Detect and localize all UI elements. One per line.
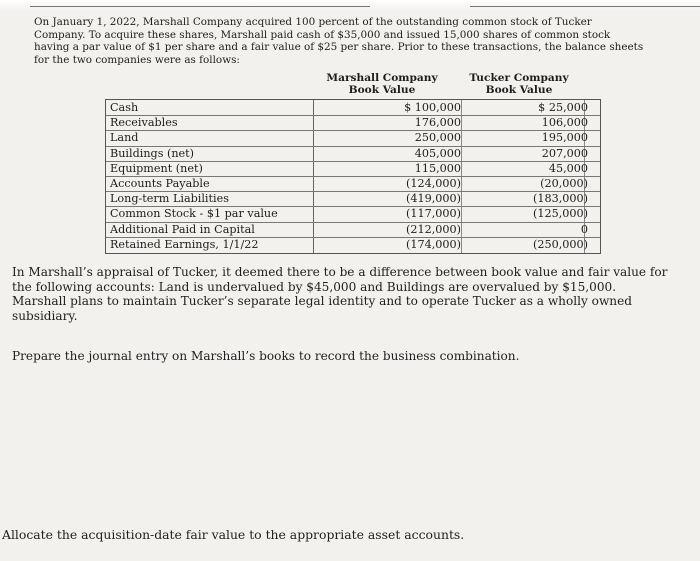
account-label: Retained Earnings, 1/1/22 — [110, 237, 259, 251]
tucker-value: 195,000 — [541, 131, 588, 145]
account-label: Equipment (net) — [110, 161, 203, 175]
tucker-value: (20,000) — [540, 177, 588, 190]
marshall-value: (124,000) — [406, 177, 461, 190]
table-row — [106, 206, 600, 221]
tucker-company-heading: Tucker Company — [469, 72, 569, 84]
marshall-value: 250,000 — [414, 131, 461, 145]
table-row — [106, 237, 600, 252]
account-label: Buildings (net) — [110, 146, 195, 160]
tucker-value: (125,000) — [533, 207, 588, 221]
table-row — [106, 130, 600, 145]
account-label: Receivables — [110, 116, 178, 130]
tucker-value: (183,000) — [533, 192, 588, 206]
account-label: Cash — [110, 101, 139, 114]
account-label: Land — [110, 131, 139, 145]
top-rule-left — [30, 6, 370, 7]
marshall-value: (117,000) — [406, 207, 461, 221]
marshall-value: 115,000 — [414, 161, 461, 175]
account-label: Additional Paid in Capital — [110, 222, 255, 236]
marshall-company-heading: Marshall Company — [326, 72, 438, 84]
account-label: Common Stock - $1 par value — [110, 207, 278, 221]
table-row — [106, 146, 600, 161]
account-label: Accounts Payable — [110, 177, 210, 190]
instruction-allocate: Allocate the acquisition-date fair value to the appropriate asset accounts. — [2, 527, 465, 542]
table-row — [106, 176, 600, 191]
tucker-column-header — [455, 72, 583, 96]
marshall-book-value-heading: Book Value — [348, 84, 416, 96]
tucker-value: 207,000 — [541, 146, 588, 160]
marshall-value: 176,000 — [414, 116, 461, 130]
instruction-journal-entry: Prepare the journal entry on Marshall’s books to record the business combination. — [12, 349, 520, 363]
tucker-value: $ 25,000 — [538, 101, 588, 114]
marshall-value: (174,000) — [406, 237, 461, 251]
intro-paragraph: On January 1, 2022, Marshall Company acquired 100 percent of the outstanding common stock of Tucker Company. To acquire these shares, Marshall paid cash of $35,000 and issued 15,000 shares of common stock having a par value of $1 per share and a fair value of $25 per share. Prior to these transactions, the balance sheets for the two companies were as follows: — [34, 16, 644, 66]
table-row — [106, 191, 600, 206]
top-rule-right — [470, 6, 700, 7]
account-label: Long-term Liabilities — [110, 192, 229, 206]
table-row — [106, 222, 600, 237]
table-row — [106, 100, 600, 115]
table-row — [106, 161, 600, 176]
marshall-value: 405,000 — [414, 146, 461, 160]
table-row — [106, 115, 600, 130]
marshall-column-header — [318, 72, 446, 96]
tucker-value: 45,000 — [548, 161, 588, 175]
marshall-value: (212,000) — [406, 222, 461, 236]
appraisal-paragraph: In Marshall’s appraisal of Tucker, it deemed there to be a difference between book value and fair value for the following accounts: Land is undervalued by $45,000 and Buildings are overvalued by $15,000. Marshall plans to maintain Tucker’s separate legal identity and to operate Tucker as a wholly owned subsidiary. — [12, 265, 668, 323]
marshall-value: (419,000) — [406, 192, 461, 206]
tucker-value: 106,000 — [541, 116, 588, 130]
marshall-value: $ 100,000 — [404, 101, 461, 114]
tucker-value: 0 — [580, 222, 588, 236]
balance-sheet-table — [105, 99, 601, 254]
tucker-book-value-heading: Book Value — [485, 84, 553, 96]
page-top-edge — [0, 0, 700, 10]
tucker-value: (250,000) — [533, 237, 588, 251]
